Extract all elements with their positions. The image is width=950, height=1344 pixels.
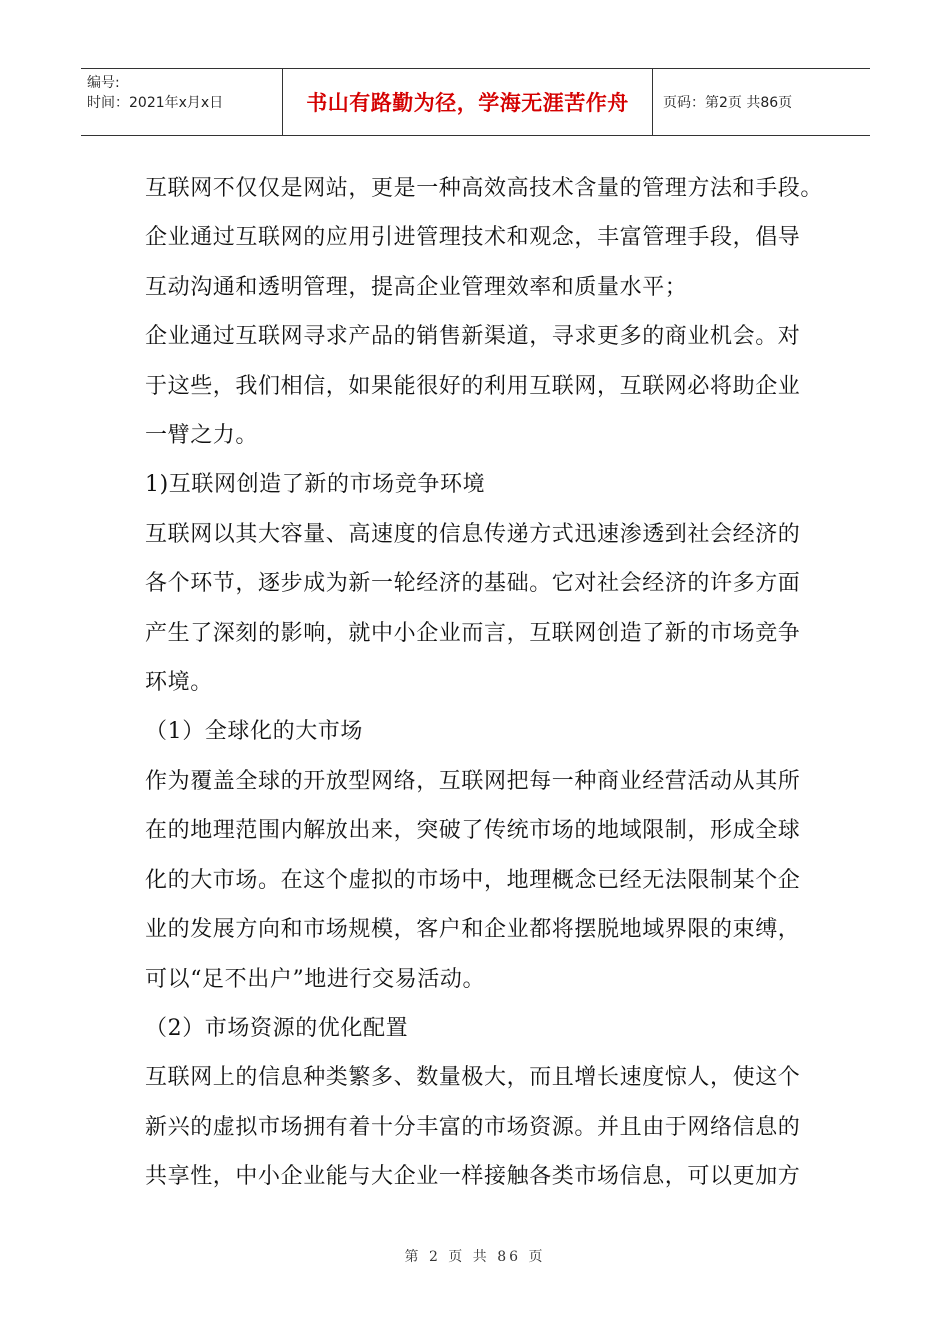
text-line: 新兴的虚拟市场拥有着十分丰富的市场资源。并且由于网络信息的	[145, 1114, 801, 1140]
text-line: 化的大市场。在这个虚拟的市场中，地理概念已经无法限制某个企	[145, 867, 801, 893]
header-page-info-cell	[653, 69, 870, 135]
text-line: 业的发展方向和市场规模，客户和企业都将摆脱地域界限的束缚，	[145, 917, 801, 943]
number-label: 编号:	[87, 75, 120, 91]
text-line: 共享性，中小企业能与大企业一样接触各类市场信息，可以更加方	[145, 1164, 801, 1190]
text-line: 企业通过互联网的应用引进管理技术和观念，丰富管理手段，倡导	[145, 225, 801, 251]
page-footer: 第 2 页 共 86 页	[404, 1249, 546, 1265]
text-line: 一臂之力。	[145, 423, 259, 449]
text-line: 作为覆盖全球的开放型网络，互联网把每一种商业经营活动从其所	[145, 768, 801, 794]
time-label: 时间：2021年x月x日	[87, 95, 224, 111]
text-line: 互联网上的信息种类繁多、数量极大，而且增长速度惊人，使这个	[145, 1065, 801, 1091]
text-line: 环境。	[145, 670, 213, 696]
text-line: 互动沟通和透明管理，提高企业管理效率和质量水平；	[145, 274, 688, 300]
text-line: 在的地理范围内解放出来，突破了传统市场的地域限制，形成全球	[145, 818, 801, 844]
header-meta	[81, 69, 283, 135]
document-body	[145, 164, 824, 1202]
subsection-heading: （2）市场资源的优化配置	[145, 1015, 409, 1041]
text-line: 互联网以其大容量、高速度的信息传递方式迅速渗透到社会经济的	[145, 521, 801, 547]
page-header	[81, 68, 870, 136]
header-motto-cell	[283, 69, 653, 135]
text-line: 企业通过互联网寻求产品的销售新渠道，寻求更多的商业机会。对	[145, 324, 801, 350]
section-heading: 1)互联网创造了新的市场竞争环境	[145, 472, 486, 498]
motto: 书山有路勤为径，学海无涯苦作舟	[306, 91, 629, 115]
text-line: 互联网不仅仅是网站，更是一种高效高技术含量的管理方法和手段。	[145, 176, 824, 201]
text-line: 于这些，我们相信，如果能很好的利用互联网，互联网必将助企业	[145, 373, 801, 399]
text-line: 各个环节，逐步成为新一轮经济的基础。它对社会经济的许多方面	[145, 571, 801, 597]
text-line: 产生了深刻的影响，就中小企业而言，互联网创造了新的市场竞争	[145, 620, 801, 646]
text-line: 可以“足不出户”地进行交易活动。	[145, 966, 486, 992]
subsection-heading: （1）全球化的大市场	[145, 719, 363, 745]
page-info: 页码：第2页 共86页	[663, 95, 793, 111]
